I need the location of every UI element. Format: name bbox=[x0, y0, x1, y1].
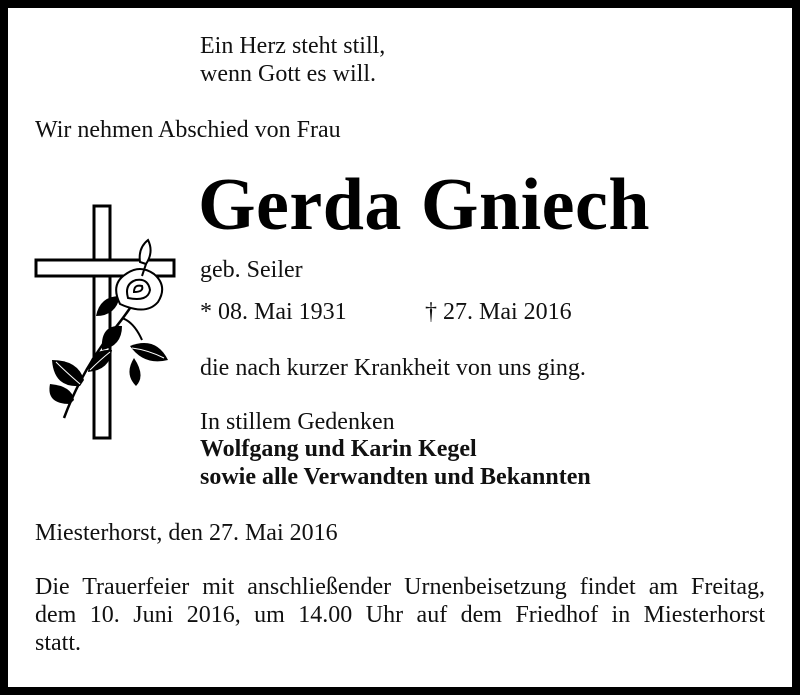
cross-with-rose-icon bbox=[30, 200, 180, 445]
death-date: † 27. Mai 2016 bbox=[425, 299, 572, 325]
mourner-line: Wolfgang und Karin Kegel bbox=[200, 436, 477, 462]
funeral-line: Die Trauerfeier mit anschließender Urnenbeisetzung findet am Freitag, bbox=[35, 574, 765, 600]
mourner-line: sowie alle Verwandten und Bekannten bbox=[200, 464, 591, 490]
intro-text: Wir nehmen Abschied von Frau bbox=[35, 117, 341, 143]
place-date: Miesterhorst, den 27. Mai 2016 bbox=[35, 520, 338, 546]
death-description: die nach kurzer Krankheit von uns ging. bbox=[200, 355, 586, 381]
birth-name: geb. Seiler bbox=[200, 257, 303, 283]
deceased-name: Gerda Gniech bbox=[198, 164, 651, 246]
funeral-line: statt. bbox=[35, 630, 81, 656]
quote-line-2: wenn Gott es will. bbox=[200, 61, 376, 87]
birth-date: * 08. Mai 1931 bbox=[200, 299, 347, 325]
memorial-phrase: In stillem Gedenken bbox=[200, 409, 395, 435]
funeral-line: dem 10. Juni 2016, um 14.00 Uhr auf dem Friedhof in Miesterhorst bbox=[35, 602, 765, 628]
quote-line-1: Ein Herz steht still, bbox=[200, 33, 386, 59]
